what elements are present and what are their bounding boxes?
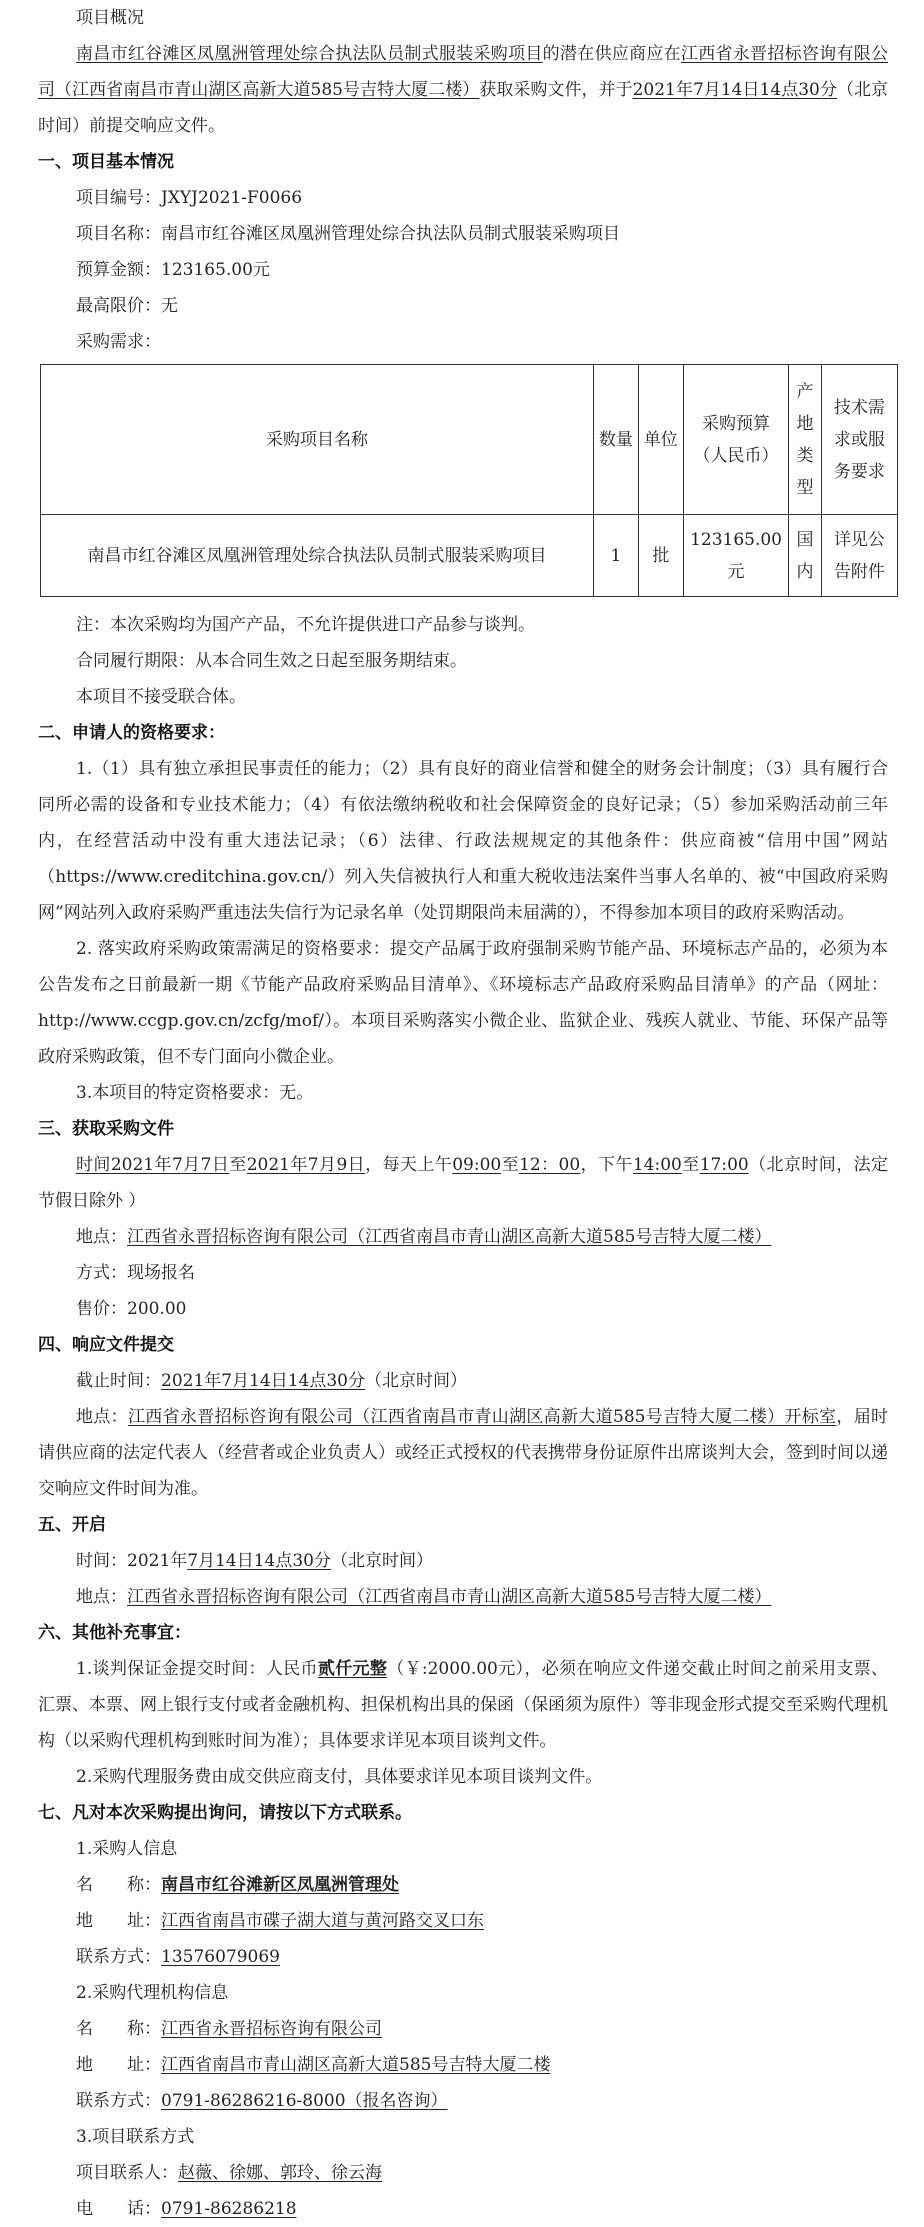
buyer-name [38, 1867, 888, 1903]
section-5-title: 五、开启 [38, 1515, 106, 1535]
agent-name [38, 2011, 888, 2047]
project-name: 项目名称：南昌市红谷滩区凤凰洲管理处综合执法队员制式服装采购项目 [76, 224, 620, 244]
opening-place-label: 地点： [76, 1587, 127, 1607]
obtain-start-date: 2021年7月7日 [110, 1155, 230, 1175]
obtain-place-label: 地点： [76, 1227, 127, 1247]
agent-contact-value: 0791-86286216-8000（报名咨询） [161, 2091, 448, 2111]
agency-fee-paragraph: 2.采购代理服务费由成交供应商支付，具体要求详见本项目谈判文件。 [76, 1767, 603, 1787]
table-row [41, 515, 898, 597]
qualification-paragraph-1: 1.（1）具有独立承担民事责任的能力；（2）具有良好的商业信誉和健全的财务会计制度；（3）具有履行合同所必需的设备和专业技术能力；（4）有依法缴纳税收和社会保障资金的良好记录；（5）参加采购活动前三年内，在经营活动中没有重大违法记录；（6）法律、行政法规规定的其他条件：供应商被“信用中国”网站（https://www.creditchina.gov.cn/）列入失信被执行人和重大税收违法案件当事人名单的、被“中国政府采购网”网站列入政府采购严重违法失信行为记录名单（处罚期限尚未届满的），不得参加本项目的政府采购活动。 [38, 759, 888, 923]
project-max-price: 最高限价：无 [76, 296, 178, 316]
project-contact-phone-label: 电 话： [76, 2199, 161, 2219]
overview-deadline: 2021年7月14日14点30分 [632, 80, 837, 100]
table-header-cell: 产地类型 [789, 365, 821, 515]
note-no-consortium: 本项目不接受联合体。 [76, 687, 246, 707]
section-4-title: 四、响应文件提交 [38, 1335, 174, 1355]
submit-deadline-suffix: （北京时间） [364, 1371, 467, 1391]
note-contract-period: 合同履行期限：从本合同生效之日起至服务期结束。 [76, 651, 467, 671]
section-3-title: 三、获取采购文件 [38, 1119, 174, 1139]
project-contact-person-label: 项目联系人： [76, 2163, 178, 2183]
qualification-paragraph-3: 3.本项目的特定资格要求：无。 [76, 1083, 314, 1103]
buyer-name-value: 南昌市红谷滩新区凤凰洲管理处 [161, 1875, 399, 1895]
section-7-title: 七、凡对本次采购提出询问，请按以下方式联系。 [38, 1803, 412, 1823]
buyer-info-title: 1.采购人信息 [76, 1839, 178, 1859]
table-header-cell: 单位 [638, 365, 683, 515]
overview-title: 项目概况 [76, 8, 144, 28]
opening-place [38, 1579, 888, 1615]
note-domestic: 注：本次采购均为国产产品，不允许提供进口产品参与谈判。 [76, 615, 535, 635]
project-contact-title: 3.项目联系方式 [76, 2127, 195, 2147]
obtain-place-value: 江西省永晋招标咨询有限公司（江西省南昌市青山湖区高新大道585号吉特大厦二楼） [127, 1227, 772, 1247]
buyer-contact-value: 13576079069 [161, 1947, 280, 1967]
section-6-title: 六、其他补充事宜： [38, 1623, 191, 1643]
table-header-cell: 采购预算（人民币） [683, 365, 789, 515]
requirement-table [40, 364, 898, 597]
overview-paragraph [38, 36, 888, 144]
obtain-price: 售价：200.00 [76, 1299, 187, 1319]
deposit-paragraph [38, 1651, 888, 1759]
project-number: 项目编号：JXYJ2021-F0066 [76, 188, 303, 208]
table-header-row [41, 365, 898, 515]
opening-time [38, 1543, 888, 1579]
obtain-afternoon-start: 14:00 [632, 1155, 682, 1175]
agent-info-title: 2.采购代理机构信息 [76, 1983, 229, 2003]
agent-name-label: 名 称： [76, 2019, 161, 2039]
buyer-address [38, 1903, 888, 1939]
obtain-time [38, 1147, 888, 1219]
deposit-amount: 贰仟元整 [317, 1659, 388, 1679]
table-cell: 1 [593, 515, 638, 597]
obtain-afternoon-label: ，下午 [580, 1155, 633, 1175]
agent-address [38, 2047, 888, 2083]
buyer-contact-label: 联系方式： [76, 1947, 161, 1967]
table-header-cell: 采购项目名称 [41, 365, 594, 515]
buyer-address-label: 地 址： [76, 1911, 161, 1931]
submit-deadline-label: 截止时间： [76, 1371, 161, 1391]
deposit-text-2: （￥:2000.00元），必须在响应文件递交截止时间之前采用支票、汇票、本票、网上银行支付或者金融机构、担保机构出具的保函（保函须为原件）等非现金形式提交至采购代理机构（以采购代理机构到账时间为准）；具体要求详见本项目谈判文件。 [38, 1659, 888, 1751]
obtain-time-note: （北京时间，法定节假日除外 ） [38, 1155, 889, 1211]
obtain-morning-start: 09:00 [452, 1155, 502, 1175]
section-2-title: 二、申请人的资格要求： [38, 723, 225, 743]
submit-place-rest: ，届时请供应商的法定代表人（经营者或企业负责人）或经正式授权的代表携带身份证原件出席谈判大会，签到时间以递交响应文件时间为准。 [38, 1407, 889, 1499]
table-cell: 123165.00元 [683, 515, 789, 597]
obtain-to-3: 至 [681, 1155, 700, 1175]
obtain-morning-end: 12：00 [519, 1155, 581, 1175]
overview-agency: 江西省永晋招标咨询有限公司（江西省南昌市青山湖区高新大道585号吉特大厦二楼） [38, 44, 889, 100]
submit-deadline [38, 1363, 888, 1399]
project-budget: 预算金额：123165.00元 [76, 260, 270, 280]
opening-time-suffix: （北京时间） [330, 1551, 433, 1571]
agent-contact-label: 联系方式： [76, 2091, 161, 2111]
obtain-method: 方式：现场报名 [76, 1263, 195, 1283]
obtain-time-label: 时间 [76, 1155, 111, 1175]
submit-place-label: 地点： [76, 1407, 128, 1427]
obtain-to-2: 至 [501, 1155, 520, 1175]
project-contact-person-value: 赵薇、徐娜、郭玲、徐云海 [178, 2163, 382, 2183]
agent-address-label: 地 址： [76, 2055, 161, 2075]
submit-place [38, 1399, 888, 1507]
opening-time-label: 时间： [76, 1551, 127, 1571]
obtain-to-1: 至 [229, 1155, 247, 1175]
buyer-address-value: 江西省南昌市碟子湖大道与黄河路交叉口东 [161, 1911, 484, 1931]
table-cell: 详见公告附件 [821, 515, 897, 597]
obtain-morning-label: ，每天上午 [365, 1155, 453, 1175]
opening-place-value: 江西省永晋招标咨询有限公司（江西省南昌市青山湖区高新大道585号吉特大厦二楼） [127, 1587, 772, 1607]
project-contact-phone [38, 2191, 888, 2227]
agent-address-value: 江西省南昌市青山湖区高新大道585号吉特大厦二楼 [161, 2055, 551, 2075]
section-1-title: 一、项目基本情况 [38, 152, 174, 172]
project-contact-phone-value: 0791-86286218 [161, 2199, 297, 2219]
buyer-contact [38, 1939, 888, 1975]
agent-name-value: 江西省永晋招标咨询有限公司 [161, 2019, 382, 2039]
overview-text-1: 的潜在供应商应在 [542, 44, 681, 64]
overview-text-2: 获取采购文件，并于 [479, 80, 633, 100]
submit-place-value: 江西省永晋招标咨询有限公司（江西省南昌市青山湖区高新大道585号吉特大厦二楼）开标室 [127, 1407, 837, 1427]
qualification-paragraph-2: 2. 落实政府采购政策需满足的资格要求：提交产品属于政府强制采购节能产品、环境标志产品的，必须为本公告发布之日前最新一期《节能产品政府采购品目清单》、《环境标志产品政府采购品目清单》的产品（网址：http://www.ccgp.gov.cn/zcfg/mof/）。本项目采购落实小微企业、监狱企业、残疾人就业、节能、环保产品等政府采购政策，但不专门面向小微企业。 [38, 939, 888, 1067]
opening-time-value: 7月14日14点30分 [187, 1551, 331, 1571]
obtain-end-date: 2021年7月9日 [246, 1155, 366, 1175]
project-contact-person [38, 2155, 888, 2191]
project-demand-label: 采购需求： [76, 332, 161, 352]
table-cell: 南昌市红谷滩区凤凰洲管理处综合执法队员制式服装采购项目 [41, 515, 594, 597]
obtain-afternoon-end: 17:00 [699, 1155, 749, 1175]
overview-project-name: 南昌市红谷滩区凤凰洲管理处综合执法队员制式服装采购项目 [76, 44, 543, 64]
agent-contact [38, 2083, 888, 2119]
obtain-place [38, 1219, 888, 1255]
table-header-cell: 技术需求或服务要求 [821, 365, 897, 515]
opening-time-year: 2021年 [127, 1551, 188, 1571]
overview-text-3: （北京时间）前提交响应文件。 [38, 80, 889, 136]
submit-deadline-value: 2021年7月14日14点30分 [161, 1371, 365, 1391]
table-header-cell: 数量 [593, 365, 638, 515]
buyer-name-label: 名 称： [76, 1875, 161, 1895]
table-cell: 国内 [789, 515, 821, 597]
table-cell: 批 [638, 515, 683, 597]
deposit-text-1: 1.谈判保证金提交时间：人民币 [76, 1659, 318, 1679]
